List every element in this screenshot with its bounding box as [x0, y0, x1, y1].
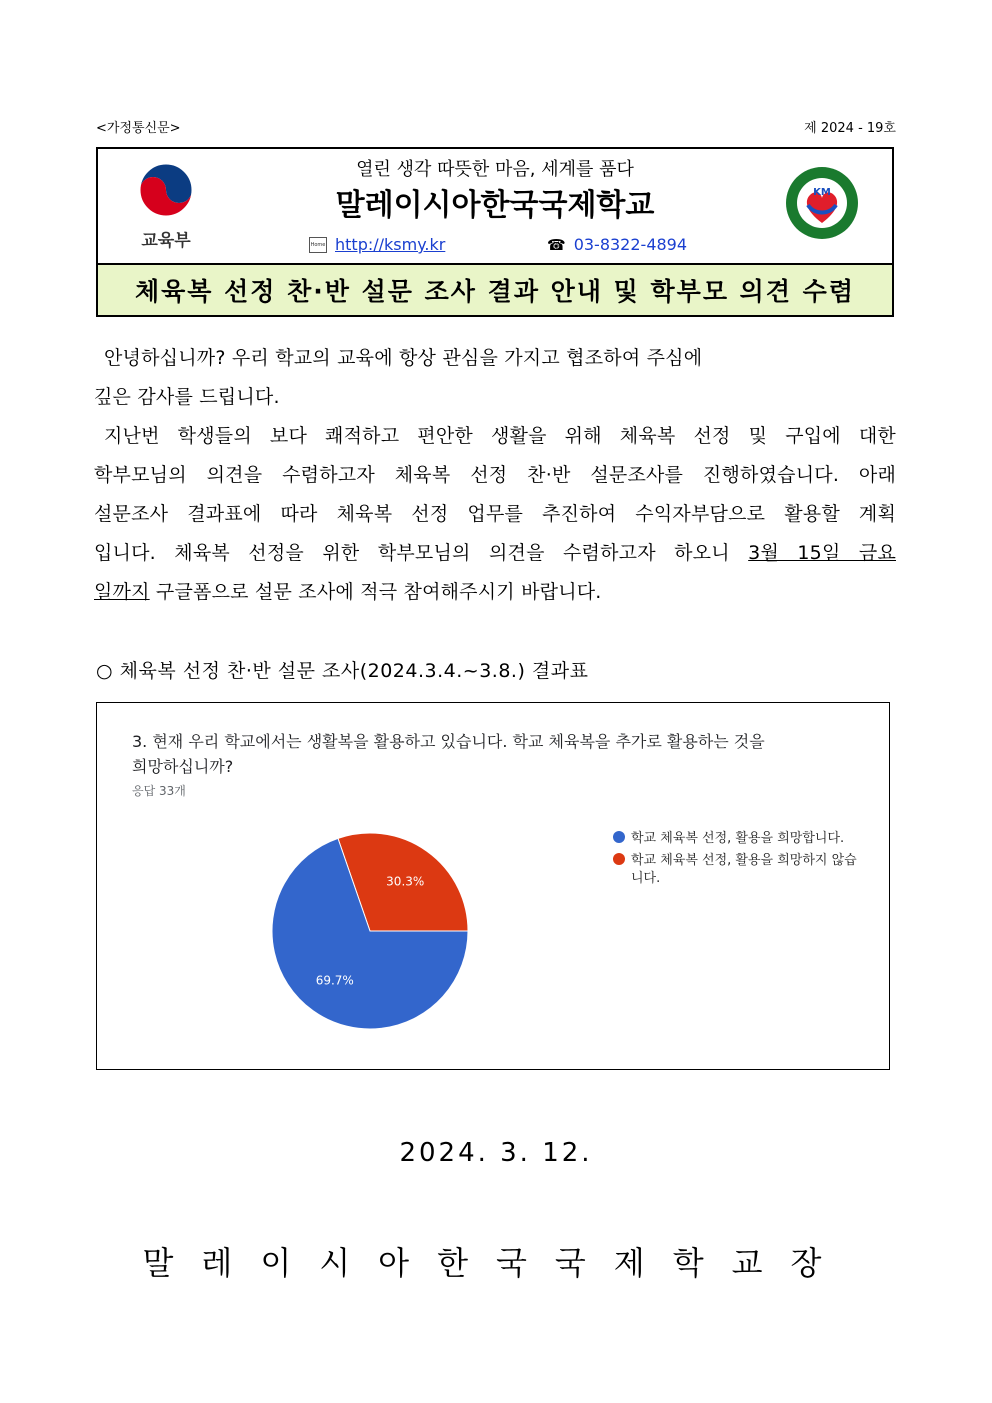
pie-label-0: 69.7% — [315, 973, 354, 988]
paragraph-1-line-2: 깊은 감사를 드립니다. — [94, 386, 280, 408]
school-emblem — [784, 165, 860, 241]
legend-item-no — [613, 852, 873, 888]
response-count: 응답 33개 — [132, 784, 186, 798]
legend-label-yes: 학교 체육복 선정, 활용을 희망합니다. — [631, 831, 845, 846]
deadline-part-1: 3월 15일 금요 — [748, 542, 896, 564]
pie-chart — [262, 830, 482, 1040]
section-heading: ○ 체육복 선정 찬·반 설문 조사(2024.3.4.~3.8.) 결과표 — [96, 660, 589, 682]
survey-question-line-1: 3. 현재 우리 학교에서는 생활복을 활용하고 있습니다. 학교 체육복을 추가로 활용하는 것을 — [132, 732, 765, 751]
paragraph-2-line-4-text: 입니다. 체육복 선정을 위한 학부모님의 의견을 수렴하고자 하오니 — [94, 542, 749, 564]
paragraph-2-line-5-text: 구글폼으로 설문 조사에 적극 참여해주시기 바랍니다. — [149, 581, 602, 603]
website-row — [309, 235, 445, 254]
pie-label-1: 30.3% — [386, 874, 425, 889]
chart-legend — [613, 830, 873, 888]
survey-question-line-2: 희망하십니까? — [132, 757, 234, 776]
emblem-mark: KM — [813, 187, 831, 198]
school-name: 말레이시아한국국제학교 — [335, 188, 655, 223]
paragraph-2-line-3: 설문조사 결과표에 따라 체육복 선정 업무를 추진하여 수익자부담으로 활용할 계획 — [94, 503, 896, 525]
paragraph-2-line-5 — [94, 573, 896, 612]
paragraph-2-line-2: 학부모님의 의견을 수렴하고자 체육복 선정 찬·반 설문조사를 진행하였습니다. 아래 — [94, 464, 896, 486]
issue-number: 제 2024 - 19호 — [804, 121, 896, 136]
website-link[interactable]: http://ksmy.kr — [335, 235, 446, 254]
school-emblem-icon — [784, 165, 860, 241]
phone-number: 03-8322-4894 — [573, 235, 688, 254]
legend-swatch-no — [613, 853, 625, 865]
home-icon: Home — [309, 237, 327, 253]
deadline-part-2: 일까지 — [94, 581, 150, 603]
phone-row — [547, 235, 687, 254]
paragraph-2-line-4 — [94, 534, 896, 573]
legend-label-no-line-1: 학교 체육복 선정, 활용을 희망하지 않습 — [631, 853, 857, 868]
paragraph-1-line-1: 안녕하십니까? 우리 학교의 교육에 항상 관심을 가지고 협조하여 주심에 — [104, 347, 703, 369]
notice-title: 체육복 선정 찬·반 설문 조사 결과 안내 및 학부모 의견 수렴 — [98, 265, 892, 315]
issue-date: 2024. 3. 12. — [399, 1138, 593, 1168]
phone-icon: ☎ — [547, 235, 566, 254]
principal-signature: 말레이시아한국국제학교장 — [142, 1244, 850, 1282]
ministry-label: 교육부 — [141, 231, 191, 251]
paragraph-2-line-1: 지난번 학생들의 보다 쾌적하고 편안한 생활을 위해 체육복 선정 및 구입에 대한 — [104, 425, 896, 447]
legend-label-no-line-2: 니다. — [631, 871, 661, 886]
legend-item-yes — [613, 830, 873, 848]
slogan: 열린 생각 따뜻한 마음, 세계를 품다 — [356, 159, 634, 180]
legend-swatch-yes — [613, 831, 625, 843]
document-type: <가정통신문> — [96, 121, 181, 136]
